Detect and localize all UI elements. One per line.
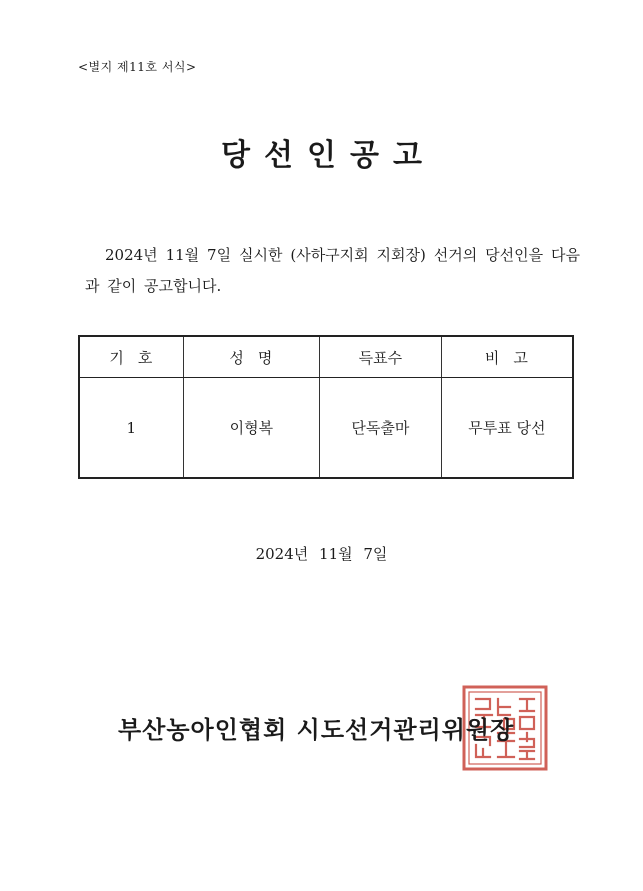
header-name: 성명 — [183, 336, 319, 378]
cell-votes: 단독출마 — [320, 378, 442, 479]
cell-name: 이형복 — [183, 378, 319, 479]
signatory: 부산농아인협회 시도선거관리위원장 — [118, 716, 515, 744]
cell-number: 1 — [79, 378, 183, 479]
cell-remarks: 무투표 당선 — [441, 378, 573, 479]
header-remarks: 비고 — [441, 336, 573, 378]
header-votes: 득표수 — [320, 336, 442, 378]
form-number: <별지 제11호 서식> — [78, 60, 197, 74]
announcement-body: 2024년 11월 7일 실시한 (사하구지회 지회장) 선거의 당선인을 다음과 같이 공고합니다. — [85, 246, 580, 295]
header-number: 기호 — [79, 336, 183, 378]
document-title: 당선인공고 — [221, 138, 436, 173]
announcement-date: 2024년 11월 7일 — [255, 545, 388, 563]
results-table — [78, 335, 574, 479]
table-header-row — [79, 336, 573, 378]
table-row — [79, 378, 573, 479]
